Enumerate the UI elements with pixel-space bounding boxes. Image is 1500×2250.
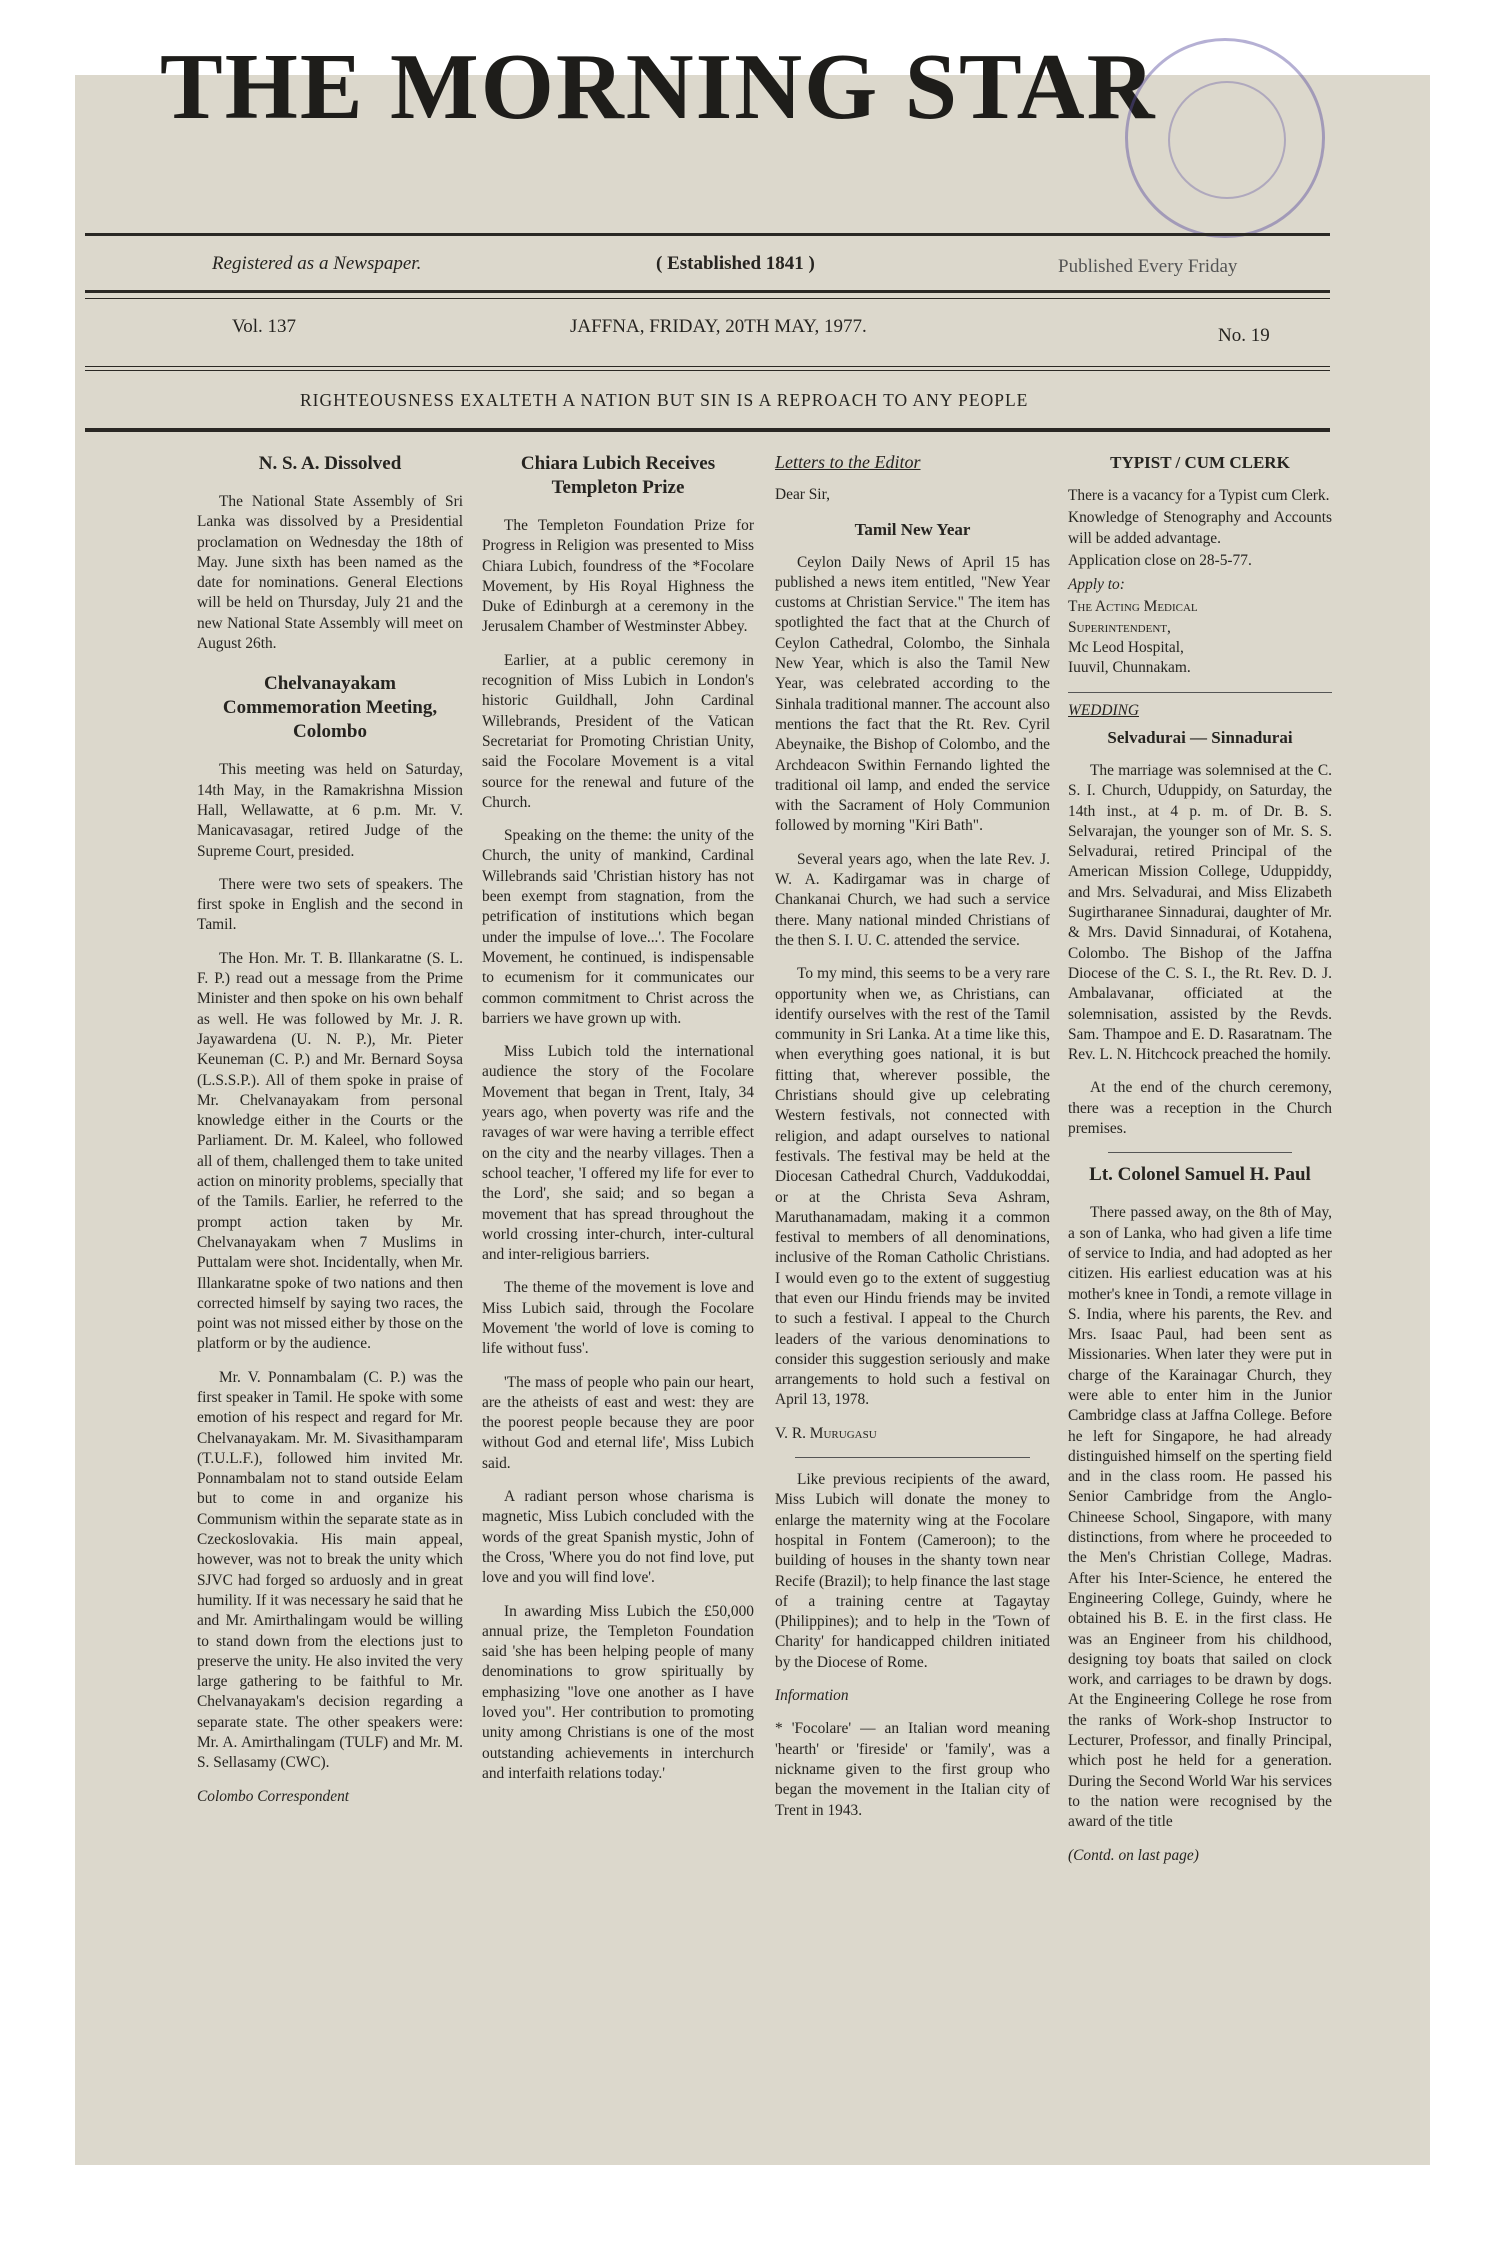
letter-paragraph: To my mind, this seems to be a very rare opportunity when we, as Christians, can identify ourselves with the rest of the Tamil community in Sri Lanka. At a time like this, when everything goes national, it is but fitting that, wherever possible, the Christians should give up celebrating Western festivals, not connected with religion, and adapt ourselves to national festivals. The festival may be held at the Diocesan Cathedral Church, Vaddukoddai, or at the Christa Seva Ashram, Maruthanamadam, making it a common festival to members of all denominations, inclusive of the Roman Catholic Christians. I would even go to the extent of suggestiug that even our Hindu friends may be invited to such a festival. I appeal to the Church leaders of the various denominations to consider this suggestion seriously and make arrangements to hold such a festival on April 13, 1978. [775,965,1050,1409]
ad-address-line: Superintendent, [1068,618,1171,636]
letter-paragraph: Ceylon Daily News of April 15 has published a news item entitled, "New Year customs at Christian Service." The item has spotlighted the fact that at the Church of Ceylon Cathedral, Colombo, the Sinhala New Year, which is also the Tamil New Year, was celebrated according to the Sinhala traditional manner. The account also mentions the fact that the Rt. Rev. Cyril Abeynaike, the Bishop of Colombo, and the Archdeacon Swithin Fernando lighted the traditional oil lamp, and ended the service with the Sacrament of Holy Communion followed by morning "Kiri Bath". [775,553,1050,835]
wedding-paragraph: The marriage was solemnised at the C. S. I. Church, Uduppidy, on Saturday, the 14th inst., at 4 p. m. of Dr. B. S. Selvarajan, the younger son of Mr. S. S. Selvadurai, retired Principal of the American Mission College, Uduppiddy, and Mrs. Selvadurai, and Miss Elizabeth Sugirtharanee Sinnadurai, daughter of Mr. & Mrs. David Sinnadurai, of Kotahena, Colombo. The Bishop of the Jaffna Diocese of the C. S. I., the Rt. Rev. D. J. Ambalavanar, officiated at the solemnisation, assisted by the Revds. Sam. Thampoe and E. D. Rasaratnam. The Rev. L. N. Hitchcock preached the homily. [1068,761,1332,1064]
wedding-heading: WEDDING [1068,701,1139,719]
letters-heading: Letters to the Editor [775,452,921,472]
volume-number: Vol. 137 [232,316,297,337]
byline: Colombo Correspondent [197,1787,350,1805]
article-paragraph: Earlier, at a public ceremony in recognition of Miss Lubich in London's historic Guildhall, John Cardinal Willebrands, President of the Vatican Secretariat for Promoting Christian Unity, said the Focolare Movement is a vital source for the renewal and future of the Church. [482,651,754,811]
obituary-title: Lt. Colonel Samuel H. Paul [1089,1164,1311,1186]
column-2 [482,452,754,1797]
article-paragraph: The Hon. Mr. T. B. Illankaratne (S. L. F. P.) read out a message from the Prime Minister and then spoke on his own behalf as well. He was followed by Mr. J. R. Jayawardena (U. N. P.), Mr. Pieter Keuneman (C. P.) and Mr. Bernard Soysa (L.S.S.P.). All of them spoke in praise of Mr. Chelvanayakam from personal knowledge either in the Courts or the Parliament. Dr. M. Kaleel, who followed all of them, challenged them to take united action on minority problems, specially that of the Tamils. Earlier, he referred to the prompt action taken by Mr. Chelvanayakam when 7 Muslims in Puttalam were shot. Incidentally, when Mr. Illankaratne spoke of two nations and then corrected himself by saying two races, the point was not missed either by those on the platform or by the audience. [197,949,463,1353]
letter-signature: V. R. Murugasu [775,1424,877,1442]
information-label: Information [775,1687,849,1705]
dateline: JAFFNA, FRIDAY, 20TH MAY, 1977. [570,316,867,337]
rule-2 [85,298,1330,299]
article-paragraph: In awarding Miss Lubich the £50,000 annual prize, the Templeton Foundation said 'she has been helping people of many denominations to grow spiritually by emphasizing "love one another as I have loved you". Her contribution to promoting unity among Christians is one of the most outstanding achievements in interchurch and interfaith relations today.' [482,1602,754,1782]
ad-text: There is a vacancy for a Typist cum Clerk. [1068,487,1330,504]
rule-3 [85,366,1330,367]
article-paragraph: This meeting was held on Saturday, 14th May, in the Ramakrishna Mission Hall, Wellawatte, at 6 p.m. Mr. V. Manicavasagar, retired Judge of the Supreme Court, presided. [197,761,463,860]
column-3 [775,452,1050,1834]
article-paragraph: The Templeton Foundation Prize for Progress in Religion was presented to Miss Chiara Lubich, foundress of the *Focolare Movement, by His Royal Highness the Duke of Edinburgh at a ceremony in the Jerusalem Chamber of Westminster Abbey. [482,517,754,636]
ad-text: Application close on 28-5-77. [1068,551,1252,569]
continued-note: (Contd. on last page) [1068,1846,1199,1864]
column-1 [197,452,463,1820]
ad-title: TYPIST / CUM CLERK [1110,453,1290,472]
masthead-title: THE MORNING STAR [160,35,1157,139]
letter-salutation: Dear Sir, [775,486,830,504]
headline-chelvanayakam: Chelvanayakam Commemoration Meeting, Colombo [222,673,438,743]
article-paragraph: There were two sets of speakers. The first spoke in English and the second in Tamil. [197,875,463,934]
article-paragraph: Miss Lubich told the international audience the story of the Focolare Movement that began in Trent, Italy, 34 years ago, when poverty was rife and the ravages of war were having a terrible effect on the city and the nearby villages. Then a school teacher, 'I offered my life for ever to the Lord', she said; and so began a movement that has spread throughout the world crossing inter-church, inter-cultural and inter-religious barriers. [482,1043,754,1264]
motto: RIGHTEOUSNESS EXALTETH A NATION BUT SIN IS A REPROACH TO ANY PEOPLE [300,390,1029,410]
separator [795,1457,1030,1458]
rule-1 [85,290,1330,293]
wedding-title: Selvadurai — Sinnadurai [1107,727,1293,747]
registered-note: Registered as a Newspaper. [212,253,422,274]
rule-4 [85,370,1330,371]
masthead-rule [85,233,1330,236]
separator [1108,1152,1292,1153]
article-paragraph: Mr. V. Ponnambalam (C. P.) was the first speaker in Tamil. He spoke with some emotion of his respect and regard for Mr. Chelvanayakam. Mr. M. Sivasithamparam (T.U.L.F.), followed him invited Mr. Ponnambalam not to stand outside Eelam but to come in and organize his Communism within the separate state as in Czeckoslovakia. His main appeal, however, was not to break the unity which SJVC had forged so arduosly and in great humility. If it was necessary he said that he and Mr. Amirthalingam would be willing to stand down from the elections just to preserve the unity. He also invited the very large gathering to be faithful to Mr. Chelvanayakam's decision regarding a separate state. The other speakers were: Mr. A. Amirthalingam (TULF) and Mr. M. S. Sellasamy (CWC). [197,1368,463,1772]
ad-address-line: The Acting Medical [1068,598,1198,616]
ad-text: Knowledge of Stenography and Accounts will be added advantage. [1068,509,1332,547]
headline-nsa-dissolved: N. S. A. Dissolved [258,453,402,474]
article-paragraph: The theme of the movement is love and Miss Lubich said, through the Focolare Movement 'the world of love is coming to life without fuss'. [482,1279,754,1358]
headline-chiara-lubich: Chiara Lubich Receives Templeton Prize [520,453,716,498]
article-paragraph: A radiant person whose charisma is magnetic, Miss Lubich concluded with the words of the great Spanish mystic, John of the Cross, 'Where you do not find love, put love and you will find love'. [482,1488,754,1587]
wedding-paragraph: At the end of the church ceremony, there was a reception in the Church premises. [1068,1079,1332,1138]
letter-paragraph: Several years ago, when the late Rev. J. W. A. Kadirgamar was in charge of Chankanai Church, we had such a service there. Many national minded Christians of the then S. I. U. C. attended the service. [775,850,1050,949]
article-paragraph: Like previous recipients of the award, Miss Lubich will donate the money to enlarge the maternity wing at the Focolare hospital in Fontem (Cameroon); to the building of houses in the shanty town near Recife (Brazil); to help finance the last stage of a training centre at Tagaytay (Philippines); and to help in the 'Town of Charity' for handicapped children initiated by the Diocese of Rome. [775,1471,1050,1671]
issue-number: No. 19 [1218,325,1270,346]
letter-title: Tamil New Year [854,519,971,539]
apply-label: Apply to: [1068,576,1125,594]
registration-stamp [1125,38,1325,238]
column-4 [1068,452,1332,1879]
published-note: Published Every Friday [1058,256,1238,277]
obituary-paragraph: There passed away, on the 8th of May, a son of Lanka, who had given a life time of service to India, and had adopted as her citizen. His earliest education was at his mother's knee in Tondi, a remote village in S. India, where his parents, the Rev. and Mrs. Isaac Paul, had been sent as Missionaries. When later they were put in charge of the Karainagar Church, they were able to enter him in the Junior Cambridge class at Jaffna College. Before he left for Singapore, he had already distinguished himself on the sperting field and in the class room. He passed his Senior Cambridge from the Anglo-Chineese School, Singapore, with many distinctions, from where he proceeded to the Men's Christian College, Madras. After his Inter-Science, he entered the Engineering College, Guindy, where he obtained his B. E. in the first class. He was an Engineer from his childhood, designing toy boats that sailed on clock work, and carriages to be drawn by dogs. At the Engineering College he rose from the ranks of Work-shop Instructor to Lecturer, Professor, and finally Principal, which post he held for a generation. During the Second World War his services to the nation were recognised by the award of the title [1068,1204,1332,1831]
established-note: ( Established 1841 ) [656,253,815,274]
article-paragraph: The National State Assembly of Sri Lanka was dissolved by a Presidential proclamation on Wednesday the 18th of May. June sixth has been named as the date for nominations. General Elections will be held on Thursday, July 21 and the new National State Assembly will meet on August 26th. [197,493,463,653]
ad-address-line: Mc Leod Hospital, [1068,639,1184,657]
footnote: * 'Focolare' — an Italian word meaning 'hearth' or 'fireside' or 'family', was a nickname given to the first group who began the movement in the Italian city of Trent in 1943. [775,1720,1050,1819]
motto-rule [85,428,1330,432]
article-paragraph: 'The mass of people who pain our heart, are the atheists of east and west: they are the poorest people because they are poor without God and eternal life', Miss Lubich said. [482,1373,754,1472]
article-paragraph: Speaking on the theme: the unity of the Church, the unity of mankind, Cardinal Willebrands said 'Christian history has not been exempt from stagnation, from the petrification of institutions which began under the impulse of love...'. The Focolare Movement, he continued, is indispensable to ecumenism for it communicates our common commitment to Christ across the barriers we have grown up with. [482,827,754,1027]
ad-address-line: Iuuvil, Chunnakam. [1068,659,1191,677]
separator [1068,692,1332,693]
